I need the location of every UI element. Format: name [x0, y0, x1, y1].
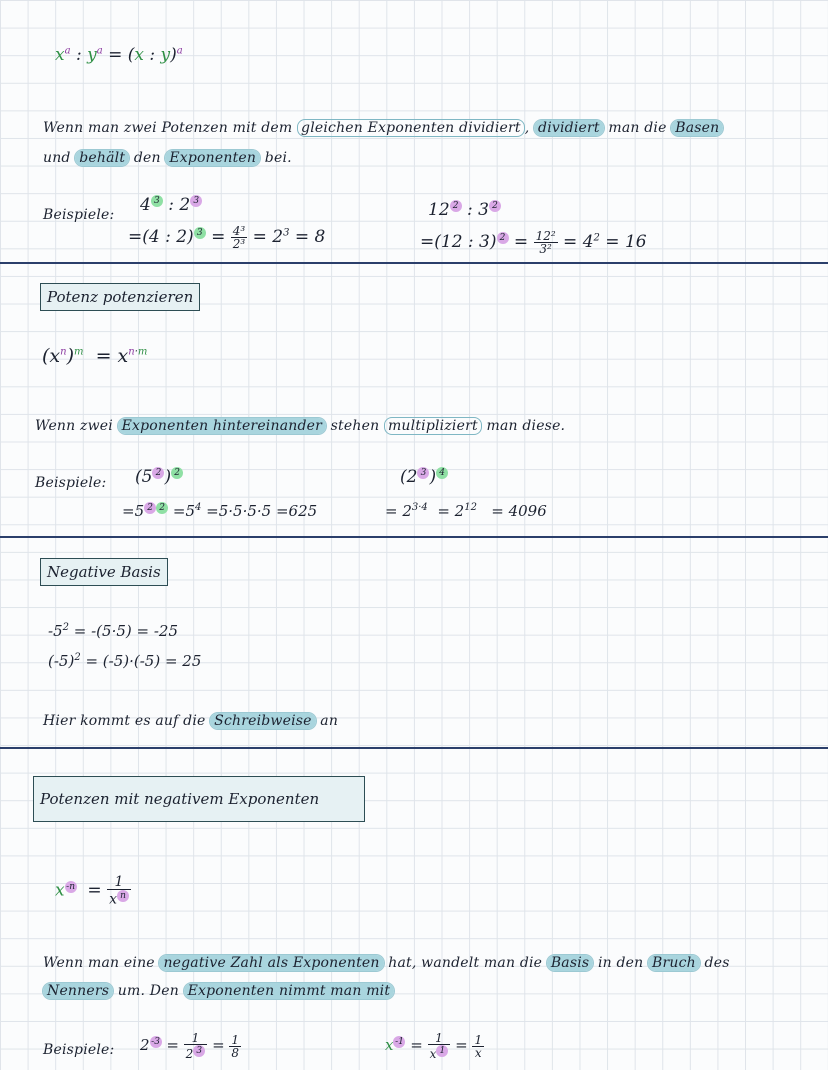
ne-example2: x $^{-1}$ = $\frac{1}{x ^1}$ = $\frac{1}{x}$: [385, 1031, 483, 1061]
examples-label-2: Beispiele:: [35, 475, 107, 491]
section-divider-3: [0, 747, 828, 749]
example1-top: 4 $^3$ : 2 $^3$: [140, 195, 202, 215]
section-title-negative-exponent: Potenzen mit negativem Exponenten: [33, 776, 365, 822]
division-rule-formula: $x^a$ : $y^a = (x$ : y)$^a$: [55, 45, 183, 65]
division-rule-text-line2: und behält den Exponenten bei.: [43, 150, 292, 166]
negative-base-text: Hier kommt es auf die Schreibweise an: [43, 713, 339, 729]
negative-base-line1: $-5^2 = -(5\cdot 5) = -25$: [48, 622, 178, 640]
section-divider-2: [0, 536, 828, 538]
section-divider-1: [0, 262, 828, 264]
negative-exponent-formula: x $^{-n}$ = $\frac{1}{x ^n}$: [55, 875, 131, 907]
section-title-negative-basis: Negative Basis: [40, 558, 168, 586]
ne-example1: 2 $^{-3}$ = $\frac{1}{2 ^3}$ = $\frac{1}{8}$: [140, 1031, 240, 1061]
pp-example1-top: (5 $^2$ ) $^2$: [135, 467, 183, 487]
power-of-power-formula: $(x^n)^m = x^{n\cdot m}$: [42, 345, 148, 367]
pp-example2-bottom: = $2^{3\cdot 4} = 2^{12} = 4096$: [385, 502, 547, 520]
example1-bottom: =(4 : 2) $^3$ = $\frac{\text{4³}}{\text{2³}}$ = $2^3 = 8$: [128, 224, 326, 251]
negative-base-line2: $(-5)^2 = (-5)\cdot(-5) = 25$: [48, 652, 202, 670]
examples-label: Beispiele:: [43, 207, 115, 223]
negative-exponent-text-line1: Wenn man eine negative Zahl als Exponenten hat, wandelt man die Basis in den Bruch des: [43, 955, 730, 971]
negative-exponent-text-line2: Nenners um. Den Exponenten nimmt man mit: [43, 983, 394, 999]
example2-top: 12 $^2$ : 3 $^2$: [428, 200, 501, 220]
section-title-potenz-potenzieren: Potenz potenzieren: [40, 283, 200, 311]
pp-example1-bottom: =5 $^{2 2} =5^4 =5\cdot 5\cdot 5\cdot 5 =625$: [122, 502, 318, 520]
power-of-power-text: Wenn zwei Exponenten hintereinander stehen multipliziert man diese.: [35, 418, 566, 434]
division-rule-text-line1: Wenn man zwei Potenzen mit dem gleichen Exponenten dividiert , dividiert man die Basen: [43, 120, 723, 136]
example2-bottom: =(12 : 3) $^2$ = $\frac{\text{12²}}{\text{3²}}$ = $4^2 = 16$: [420, 229, 647, 256]
examples-label-4: Beispiele:: [43, 1042, 115, 1058]
pp-example2-top: (2 $^3$ ) $^4$: [400, 467, 448, 487]
